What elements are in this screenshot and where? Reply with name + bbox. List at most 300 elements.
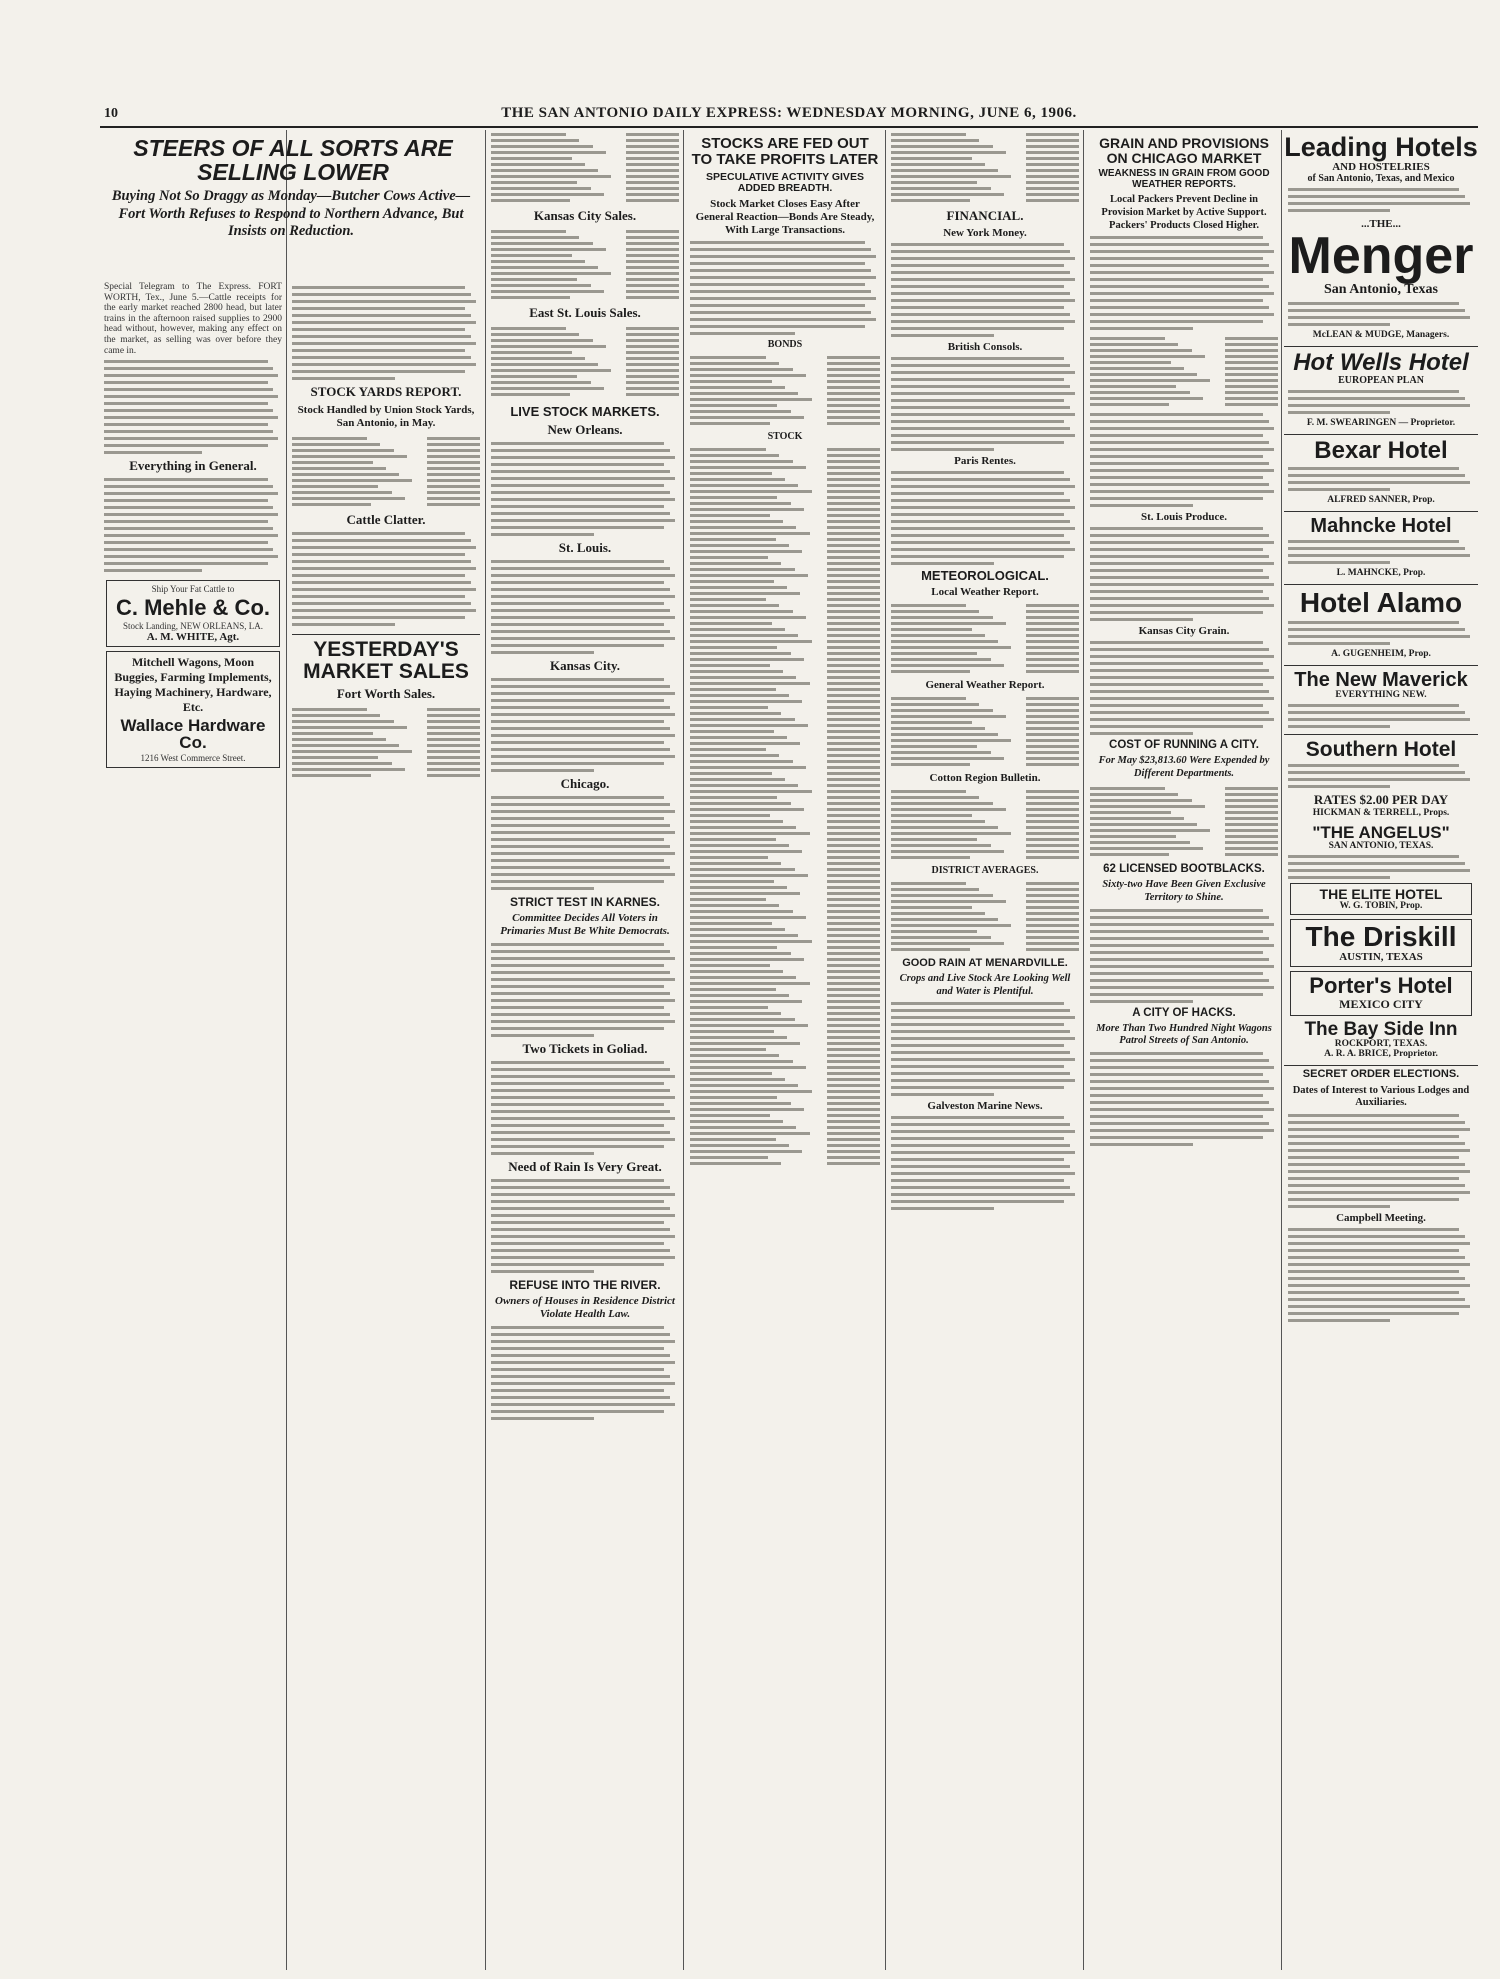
menger-title: Menger bbox=[1288, 227, 1474, 285]
article-body bbox=[1090, 1052, 1278, 1146]
table-row-texture bbox=[690, 1018, 880, 1021]
row-label-texture bbox=[690, 958, 804, 961]
article-body bbox=[1288, 1228, 1474, 1322]
row-label-texture bbox=[891, 942, 1004, 945]
text-line-texture bbox=[891, 1037, 1075, 1040]
table-row-texture bbox=[690, 374, 880, 377]
row-value-texture bbox=[827, 1156, 880, 1159]
text-line-texture bbox=[1090, 711, 1269, 714]
text-line-texture bbox=[104, 374, 278, 377]
table-row-texture bbox=[292, 491, 480, 494]
row-label-texture bbox=[690, 1162, 781, 1165]
text-line-texture bbox=[491, 852, 675, 855]
text-line-texture bbox=[491, 1410, 664, 1413]
row-label-texture bbox=[491, 230, 566, 233]
table-row-texture bbox=[891, 814, 1079, 817]
text-line-texture bbox=[491, 845, 670, 848]
text-line-texture bbox=[891, 1158, 1064, 1161]
text-line-texture bbox=[891, 264, 1064, 267]
row-value-texture bbox=[1225, 385, 1278, 388]
table-row-texture bbox=[891, 199, 1079, 202]
text-line-texture bbox=[1288, 1263, 1470, 1266]
text-line-texture bbox=[891, 271, 1070, 274]
porters-title: Porter's Hotel bbox=[1309, 973, 1453, 998]
text-line-texture bbox=[491, 519, 675, 522]
text-line-texture bbox=[891, 334, 994, 337]
table-row-texture bbox=[1090, 841, 1278, 844]
ad-line: A. M. WHITE, Agt. bbox=[146, 631, 240, 644]
row-label-texture bbox=[690, 1126, 796, 1129]
text-line-texture bbox=[1288, 862, 1465, 865]
text-line-texture bbox=[104, 437, 278, 440]
stock-yards-table bbox=[292, 434, 480, 509]
table-row-texture bbox=[891, 646, 1079, 649]
sales-table bbox=[491, 324, 679, 399]
table-row-texture bbox=[690, 556, 880, 559]
row-label-texture bbox=[891, 181, 977, 184]
row-label-texture bbox=[891, 757, 1004, 760]
table-row-texture bbox=[292, 443, 480, 446]
table-row-texture bbox=[292, 738, 480, 741]
text-line-texture bbox=[891, 1200, 1064, 1203]
row-label-texture bbox=[690, 1066, 806, 1069]
row-label-texture bbox=[690, 1042, 800, 1045]
bonds-table bbox=[690, 353, 880, 428]
table-row-texture bbox=[891, 790, 1079, 793]
row-label-texture bbox=[491, 145, 593, 148]
row-value-texture bbox=[1026, 942, 1079, 945]
table-row-texture bbox=[891, 802, 1079, 805]
text-line-texture bbox=[1090, 732, 1193, 735]
row-value-texture bbox=[427, 768, 480, 771]
row-label-texture bbox=[690, 1096, 777, 1099]
row-label-texture bbox=[891, 133, 966, 136]
table-row-texture bbox=[292, 473, 480, 476]
row-value-texture bbox=[1225, 403, 1278, 406]
text-line-texture bbox=[690, 325, 865, 328]
row-value-texture bbox=[827, 886, 880, 889]
text-line-texture bbox=[491, 943, 664, 946]
row-label-texture bbox=[891, 175, 1011, 178]
text-line-texture bbox=[1090, 285, 1269, 288]
row-label-texture bbox=[491, 393, 570, 396]
article-body bbox=[891, 357, 1079, 451]
table-row-texture bbox=[491, 345, 679, 348]
table-row-texture bbox=[690, 1066, 880, 1069]
article-body bbox=[491, 1061, 679, 1155]
table-row-texture bbox=[690, 460, 880, 463]
table-row-texture bbox=[891, 832, 1079, 835]
section-deck: Owners of Houses in Residence District Violate Health Law. bbox=[495, 1295, 675, 1321]
table-row-texture bbox=[891, 157, 1079, 160]
row-value-texture bbox=[1026, 850, 1079, 853]
table-row-texture bbox=[292, 467, 480, 470]
row-label-texture bbox=[891, 622, 1006, 625]
table-row-texture bbox=[690, 712, 880, 715]
text-line-texture bbox=[1090, 469, 1274, 472]
row-label-texture bbox=[690, 374, 806, 377]
row-value-texture bbox=[827, 628, 880, 631]
row-value-texture bbox=[827, 466, 880, 469]
row-value-texture bbox=[1225, 841, 1278, 844]
text-line-texture bbox=[491, 1103, 664, 1106]
text-line-texture bbox=[491, 1200, 664, 1203]
row-label-texture bbox=[690, 410, 791, 413]
table-row-texture bbox=[891, 912, 1079, 915]
row-value-texture bbox=[827, 404, 880, 407]
table-row-texture bbox=[690, 496, 880, 499]
stock-table bbox=[891, 130, 1079, 205]
row-value-texture bbox=[427, 443, 480, 446]
table-row-texture bbox=[690, 580, 880, 583]
text-line-texture bbox=[891, 478, 1070, 481]
row-value-texture bbox=[626, 133, 679, 136]
text-line-texture bbox=[891, 413, 1075, 416]
table-row-texture bbox=[891, 856, 1079, 859]
row-label-texture bbox=[491, 169, 598, 172]
row-label-texture bbox=[491, 151, 606, 154]
text-line-texture bbox=[491, 692, 675, 695]
text-line-texture bbox=[1090, 1108, 1274, 1111]
row-value-texture bbox=[1026, 610, 1079, 613]
row-label-texture bbox=[491, 193, 604, 196]
text-line-texture bbox=[491, 734, 675, 737]
subhead: Two Tickets in Goliad. bbox=[522, 1040, 648, 1056]
subhead: STOCK bbox=[767, 431, 803, 443]
text-line-texture bbox=[1090, 965, 1274, 968]
table-row-texture bbox=[690, 454, 880, 457]
row-label-texture bbox=[690, 688, 776, 691]
row-label-texture bbox=[690, 778, 785, 781]
row-label-texture bbox=[1090, 805, 1205, 808]
row-label-texture bbox=[690, 562, 781, 565]
text-line-texture bbox=[690, 262, 865, 265]
table-row-texture bbox=[491, 151, 679, 154]
text-line-texture bbox=[292, 546, 476, 549]
article-body bbox=[891, 243, 1079, 337]
text-line-texture bbox=[891, 1079, 1075, 1082]
text-line-texture bbox=[491, 1326, 664, 1329]
table-row-texture bbox=[491, 381, 679, 384]
row-value-texture bbox=[427, 732, 480, 735]
text-line-texture bbox=[891, 1058, 1075, 1061]
row-label-texture bbox=[891, 628, 972, 631]
table-row-texture bbox=[690, 628, 880, 631]
table-row-texture bbox=[891, 930, 1079, 933]
row-value-texture bbox=[1026, 888, 1079, 891]
table-row-texture bbox=[690, 994, 880, 997]
article-body bbox=[891, 1002, 1079, 1096]
table-row-texture bbox=[491, 260, 679, 263]
table-row-texture bbox=[690, 1000, 880, 1003]
article-body bbox=[104, 360, 282, 454]
text-line-texture bbox=[891, 1086, 1064, 1089]
text-line-texture bbox=[1288, 540, 1459, 543]
row-label-texture bbox=[690, 520, 783, 523]
text-line-texture bbox=[292, 335, 471, 338]
row-label-texture bbox=[690, 616, 806, 619]
table-row-texture bbox=[891, 175, 1079, 178]
section-headline: GRAIN AND PROVISIONS ON CHICAGO MARKET bbox=[1099, 135, 1269, 166]
row-value-texture bbox=[427, 455, 480, 458]
text-line-texture bbox=[1090, 916, 1269, 919]
table-row-texture bbox=[891, 640, 1079, 643]
text-line-texture bbox=[491, 456, 675, 459]
row-value-texture bbox=[827, 730, 880, 733]
bexar-proprietor: ALFRED SANNER, Prop. bbox=[1327, 495, 1435, 505]
text-line-texture bbox=[292, 623, 395, 626]
angelus-title: "THE ANGELUS" bbox=[1312, 823, 1450, 842]
table-row-texture bbox=[690, 958, 880, 961]
text-line-texture bbox=[1090, 697, 1274, 700]
text-line-texture bbox=[1090, 313, 1274, 316]
text-line-texture bbox=[1090, 1129, 1274, 1132]
text-line-texture bbox=[1090, 427, 1274, 430]
text-line-texture bbox=[1090, 320, 1263, 323]
text-line-texture bbox=[491, 616, 675, 619]
text-line-texture bbox=[104, 444, 268, 447]
text-line-texture bbox=[104, 499, 268, 502]
row-label-texture bbox=[690, 694, 789, 697]
ad-body bbox=[1288, 188, 1474, 212]
row-label-texture bbox=[690, 736, 787, 739]
text-line-texture bbox=[1288, 1277, 1465, 1280]
table-row-texture bbox=[690, 526, 880, 529]
text-line-texture bbox=[104, 367, 273, 370]
row-value-texture bbox=[827, 398, 880, 401]
table-row-texture bbox=[690, 574, 880, 577]
text-line-texture bbox=[491, 1389, 664, 1392]
text-line-texture bbox=[491, 1263, 664, 1266]
row-label-texture bbox=[891, 894, 993, 897]
text-line-texture bbox=[491, 1110, 670, 1113]
row-label-texture bbox=[491, 139, 579, 142]
text-line-texture bbox=[690, 241, 865, 244]
text-line-texture bbox=[1090, 909, 1263, 912]
driskill-location: AUSTIN, TEXAS bbox=[1339, 951, 1423, 963]
text-line-texture bbox=[1288, 1305, 1470, 1308]
text-line-texture bbox=[1288, 1114, 1459, 1117]
text-line-texture bbox=[891, 1193, 1075, 1196]
table-row-texture bbox=[690, 1132, 880, 1135]
row-value-texture bbox=[626, 151, 679, 154]
row-value-texture bbox=[1225, 835, 1278, 838]
table-row-texture bbox=[1090, 817, 1278, 820]
row-label-texture bbox=[891, 751, 991, 754]
menger-manager: McLEAN & MUDGE, Managers. bbox=[1312, 330, 1450, 340]
text-line-texture bbox=[1090, 490, 1274, 493]
text-line-texture bbox=[1090, 1101, 1269, 1104]
angelus-location: SAN ANTONIO, TEXAS. bbox=[1328, 841, 1434, 851]
table-row-texture bbox=[690, 808, 880, 811]
table-row-texture bbox=[1090, 847, 1278, 850]
table-row-texture bbox=[891, 169, 1079, 172]
row-value-texture bbox=[626, 157, 679, 160]
row-label-texture bbox=[690, 850, 802, 853]
table-row-texture bbox=[891, 151, 1079, 154]
table-row-texture bbox=[690, 1048, 880, 1051]
text-line-texture bbox=[891, 385, 1070, 388]
row-label-texture bbox=[690, 994, 789, 997]
table-row-texture bbox=[690, 676, 880, 679]
text-line-texture bbox=[891, 513, 1064, 516]
article-body bbox=[1090, 909, 1278, 1003]
table-row-texture bbox=[690, 380, 880, 383]
text-line-texture bbox=[690, 311, 871, 314]
row-label-texture bbox=[690, 404, 777, 407]
text-line-texture bbox=[1090, 562, 1274, 565]
row-value-texture bbox=[626, 369, 679, 372]
row-label-texture bbox=[690, 1150, 802, 1153]
row-value-texture bbox=[827, 742, 880, 745]
text-line-texture bbox=[491, 623, 664, 626]
text-line-texture bbox=[491, 699, 664, 702]
text-line-texture bbox=[1288, 316, 1470, 319]
column-4 bbox=[686, 130, 884, 1970]
row-value-texture bbox=[626, 381, 679, 384]
row-value-texture bbox=[626, 284, 679, 287]
row-label-texture bbox=[891, 727, 985, 730]
row-label-texture bbox=[891, 796, 979, 799]
row-value-texture bbox=[827, 658, 880, 661]
text-line-texture bbox=[491, 1179, 664, 1182]
row-value-texture bbox=[1225, 853, 1278, 856]
row-value-texture bbox=[1225, 817, 1278, 820]
table-row-texture bbox=[690, 1012, 880, 1015]
row-value-texture bbox=[827, 490, 880, 493]
row-label-texture bbox=[690, 622, 772, 625]
row-label-texture bbox=[891, 948, 970, 951]
row-label-texture bbox=[1090, 829, 1210, 832]
table-row-texture bbox=[891, 703, 1079, 706]
table-row-texture bbox=[690, 706, 880, 709]
subhead: General Weather Report. bbox=[925, 678, 1045, 691]
row-value-texture bbox=[1026, 664, 1079, 667]
row-value-texture bbox=[827, 802, 880, 805]
row-value-texture bbox=[1225, 349, 1278, 352]
row-label-texture bbox=[690, 610, 793, 613]
table-row-texture bbox=[1090, 853, 1278, 856]
table-row-texture bbox=[690, 658, 880, 661]
row-value-texture bbox=[1026, 616, 1079, 619]
table-row-texture bbox=[690, 610, 880, 613]
row-label-texture bbox=[690, 574, 808, 577]
text-line-texture bbox=[104, 534, 278, 537]
text-line-texture bbox=[1288, 209, 1390, 212]
text-line-texture bbox=[491, 1152, 594, 1155]
driskill-title: The Driskill bbox=[1305, 921, 1457, 952]
row-value-texture bbox=[1026, 802, 1079, 805]
row-label-texture bbox=[690, 380, 772, 383]
text-line-texture bbox=[1090, 1080, 1269, 1083]
table-row-texture bbox=[690, 1096, 880, 1099]
sales-table bbox=[491, 227, 679, 302]
text-line-texture bbox=[1090, 1059, 1269, 1062]
row-value-texture bbox=[827, 502, 880, 505]
text-line-texture bbox=[891, 499, 1070, 502]
row-value-texture bbox=[827, 820, 880, 823]
row-label-texture bbox=[690, 682, 810, 685]
text-line-texture bbox=[491, 609, 670, 612]
row-label-texture bbox=[690, 508, 804, 511]
row-value-texture bbox=[827, 910, 880, 913]
row-label-texture bbox=[891, 826, 998, 829]
subhead: STOCK YARDS REPORT. bbox=[310, 384, 462, 399]
text-line-texture bbox=[1090, 604, 1274, 607]
table-row-texture bbox=[690, 1156, 880, 1159]
text-line-texture bbox=[891, 448, 994, 451]
table-row-texture bbox=[690, 368, 880, 371]
article-body bbox=[491, 442, 679, 536]
row-label-texture bbox=[891, 838, 977, 841]
row-label-texture bbox=[891, 850, 1004, 853]
table-row-texture bbox=[690, 700, 880, 703]
row-value-texture bbox=[827, 604, 880, 607]
text-line-texture bbox=[491, 817, 664, 820]
text-line-texture bbox=[1090, 725, 1263, 728]
row-value-texture bbox=[626, 357, 679, 360]
article-body bbox=[491, 943, 679, 1037]
text-line-texture bbox=[292, 553, 465, 556]
text-line-texture bbox=[1090, 413, 1263, 416]
table-row-texture bbox=[891, 739, 1079, 742]
table-row-texture bbox=[891, 697, 1079, 700]
table-row-texture bbox=[690, 778, 880, 781]
text-line-texture bbox=[891, 406, 1070, 409]
row-label-texture bbox=[891, 616, 993, 619]
table-row-texture bbox=[292, 744, 480, 747]
text-line-texture bbox=[1090, 937, 1269, 940]
text-line-texture bbox=[690, 290, 871, 293]
table-row-texture bbox=[891, 664, 1079, 667]
table-row-texture bbox=[690, 508, 880, 511]
table-row-texture bbox=[690, 766, 880, 769]
row-label-texture bbox=[690, 1012, 781, 1015]
section-deck: Dates of Interest to Various Lodges and Auxiliaries. bbox=[1292, 1084, 1470, 1109]
text-line-texture bbox=[891, 1144, 1070, 1147]
text-line-texture bbox=[891, 548, 1075, 551]
row-value-texture bbox=[1026, 634, 1079, 637]
table-row-texture bbox=[491, 296, 679, 299]
text-line-texture bbox=[491, 964, 664, 967]
table-row-texture bbox=[690, 478, 880, 481]
row-label-texture bbox=[292, 467, 386, 470]
row-value-texture bbox=[1026, 882, 1079, 885]
text-line-texture bbox=[1090, 944, 1274, 947]
table-row-texture bbox=[292, 768, 480, 771]
table-row-texture bbox=[1090, 397, 1278, 400]
text-line-texture bbox=[1090, 264, 1269, 267]
row-value-texture bbox=[1026, 930, 1079, 933]
row-label-texture bbox=[891, 930, 977, 933]
text-line-texture bbox=[891, 534, 1064, 537]
row-value-texture bbox=[827, 538, 880, 541]
section-deck: For May $23,813.60 Were Expended by Different Departments. bbox=[1098, 755, 1270, 779]
text-line-texture bbox=[690, 255, 876, 258]
row-value-texture bbox=[827, 416, 880, 419]
row-label-texture bbox=[690, 838, 776, 841]
table-row-texture bbox=[690, 724, 880, 727]
table-row-texture bbox=[491, 272, 679, 275]
row-label-texture bbox=[690, 502, 791, 505]
table-row-texture bbox=[690, 538, 880, 541]
row-label-texture bbox=[891, 709, 993, 712]
table-row-texture bbox=[690, 1138, 880, 1141]
row-value-texture bbox=[1026, 151, 1079, 154]
text-line-texture bbox=[1090, 527, 1263, 530]
table-row-texture bbox=[891, 894, 1079, 897]
table-row-texture bbox=[491, 254, 679, 257]
